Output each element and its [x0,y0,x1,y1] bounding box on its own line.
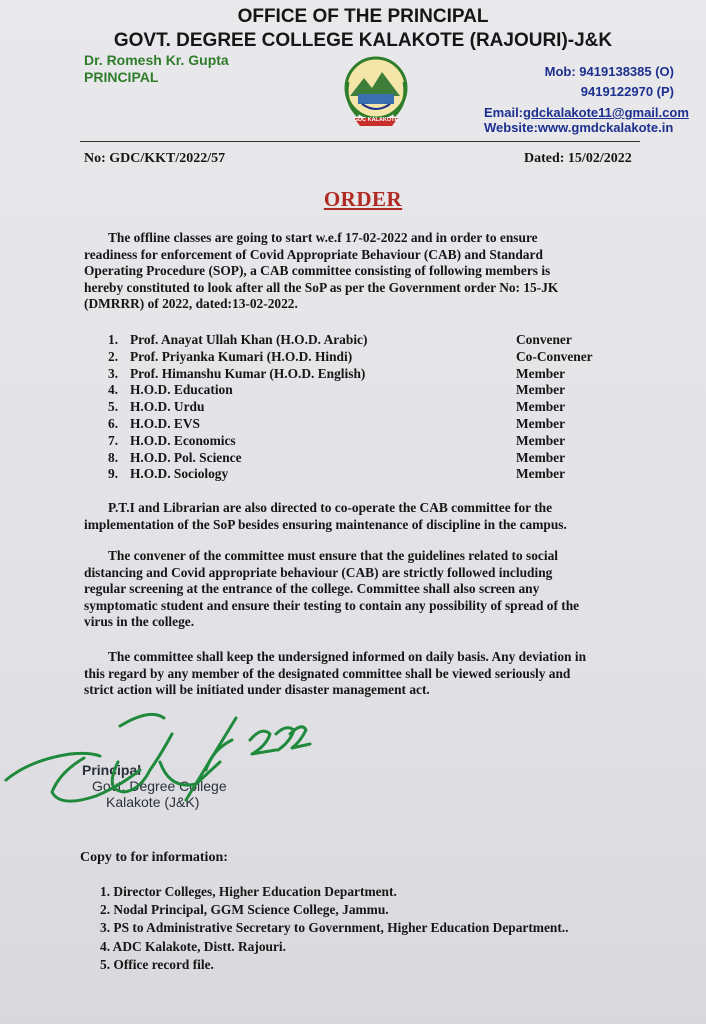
copy-item-text: ADC Kalakote, Distt. Rajouri. [112,938,286,954]
member-row [108,382,618,399]
member-role: Convener [516,332,572,347]
copy-to-item [100,884,569,902]
college-logo [340,52,412,132]
logo-ribbon-text: GDC KALAKOTE [353,117,399,123]
stamp-location: Kalakote (J&K) [106,794,200,810]
committee-members-list [108,332,618,483]
member-number: 4. [108,382,119,398]
member-role: Member [516,365,566,381]
member-row [108,399,618,416]
member-name: H.O.D. Sociology [130,466,229,482]
copy-item-text: Nodal Principal, GGM Science College, Jammu. [113,902,389,918]
member-role: Co-Convener [516,348,593,364]
convener-line: symptomatic student and ensure their testing to contain any possibility of spread of the [84,597,580,613]
copy-to-title: Copy to for information: [80,850,228,865]
convener-line: distancing and Covid appropriate behaviour (CAB) are strictly followed including [84,564,553,580]
intro-line: Operating Procedure (SOP), a CAB committee consisting of following members is [84,263,551,279]
intro-line: readiness for enforcement of Covid Appropriate Behaviour (CAB) and Standard [84,246,543,262]
pti-line: P.T.I and Librarian are also directed to co-operate the CAB committee for the [108,500,553,515]
pti-line: implementation of the SoP besides ensuring maintenance of discipline in the campus. [84,516,567,532]
stamp-principal: Principal [82,762,142,778]
copy-item-number: 3. [100,920,111,936]
member-row [108,466,618,483]
copy-item-number: 1. [100,884,111,899]
convener-line: regular screening at the entrance of the college. Committee shall also screen any [84,581,540,597]
member-role: Member [516,382,566,398]
member-role: Member [516,466,566,482]
member-number: 1. [108,332,119,347]
member-row [108,416,618,433]
member-name: H.O.D. Economics [130,432,236,448]
convener-paragraph [84,548,639,631]
member-number: 3. [108,365,119,381]
intro-line: The offline classes are going to start w.e.f 17-02-2022 and in order to ensure [108,230,538,245]
member-number: 7. [108,432,119,448]
header-divider [80,141,640,142]
order-title: ORDER [323,187,403,211]
website-line[interactable]: Website:www.gmdckalakote.in [484,120,674,135]
inform-line: The committee shall keep the undersigned informed on daily basis. Any deviation in [108,649,587,664]
convener-line: virus in the college. [84,614,195,630]
copy-item-text: PS to Administrative Secretary to Government, Higher Education Department.. [113,920,569,936]
convener-line: The convener of the committee must ensure that the guidelines related to social [108,548,559,563]
member-role: Member [516,432,566,448]
pti-paragraph [84,500,639,533]
member-name: H.O.D. Urdu [130,399,205,415]
inform-line: strict action will be initiated under disaster management act. [84,682,430,698]
copy-item-number: 4. [100,938,111,954]
member-row [108,450,618,467]
copy-to-item [100,957,569,975]
stamp-college: Govt. Degree College [92,778,227,794]
email-link[interactable]: gdckalakote11@gmail.com [523,105,689,120]
member-row [108,349,618,366]
college-heading: GOVT. DEGREE COLLEGE KALAKOTE (RAJOURI)-J&K [113,30,613,51]
handwritten-signature [0,700,330,830]
copy-to-item [100,902,569,920]
email-line [484,105,689,120]
member-row [108,433,618,450]
member-role: Member [516,415,566,431]
mobile-personal: 9419122970 (P) [580,84,674,99]
copy-item-text: Office record file. [113,956,214,972]
email-label: Email: [484,105,524,120]
copy-item-number: 2. [100,902,111,918]
intro-line: (DMRRR) of 2022, dated:13-02-2022. [84,296,298,312]
copy-to-item [100,939,569,957]
member-row [108,366,618,383]
inform-paragraph [84,649,639,699]
member-name: H.O.D. Education [130,382,233,398]
copy-to-item [100,920,569,938]
member-name: H.O.D. EVS [130,415,200,431]
office-heading: OFFICE OF THE PRINCIPAL [237,6,489,27]
member-row [108,332,618,349]
member-role: Member [516,399,566,415]
principal-name: Dr. Romesh Kr. Gupta [84,52,229,68]
member-name: Prof. Priyanka Kumari (H.O.D. Hindi) [130,348,353,364]
reference-number: No: GDC/KKT/2022/57 [84,151,226,166]
principal-title: PRINCIPAL [84,69,159,85]
member-number: 8. [108,449,119,465]
order-date: Dated: 15/02/2022 [524,151,632,166]
member-number: 2. [108,348,119,364]
intro-line: hereby constituted to look after all the SoP as per the Government order No: 15-JK [84,279,559,295]
member-role: Member [516,449,566,465]
member-number: 5. [108,399,119,415]
copy-item-text: Director Colleges, Higher Education Department. [113,884,397,899]
member-name: Prof. Himanshu Kumar (H.O.D. English) [130,365,366,381]
member-number: 9. [108,466,119,482]
copy-item-number: 5. [100,956,111,972]
inform-line: this regard by any member of the designated committee shall be viewed seriously and [84,665,571,681]
member-number: 6. [108,415,119,431]
member-name: Prof. Anayat Ullah Khan (H.O.D. Arabic) [130,332,368,347]
mobile-office: Mob: 9419138385 (O) [544,64,674,79]
member-name: H.O.D. Pol. Science [130,449,242,465]
intro-paragraph [84,230,639,313]
copy-to-list [100,884,569,975]
